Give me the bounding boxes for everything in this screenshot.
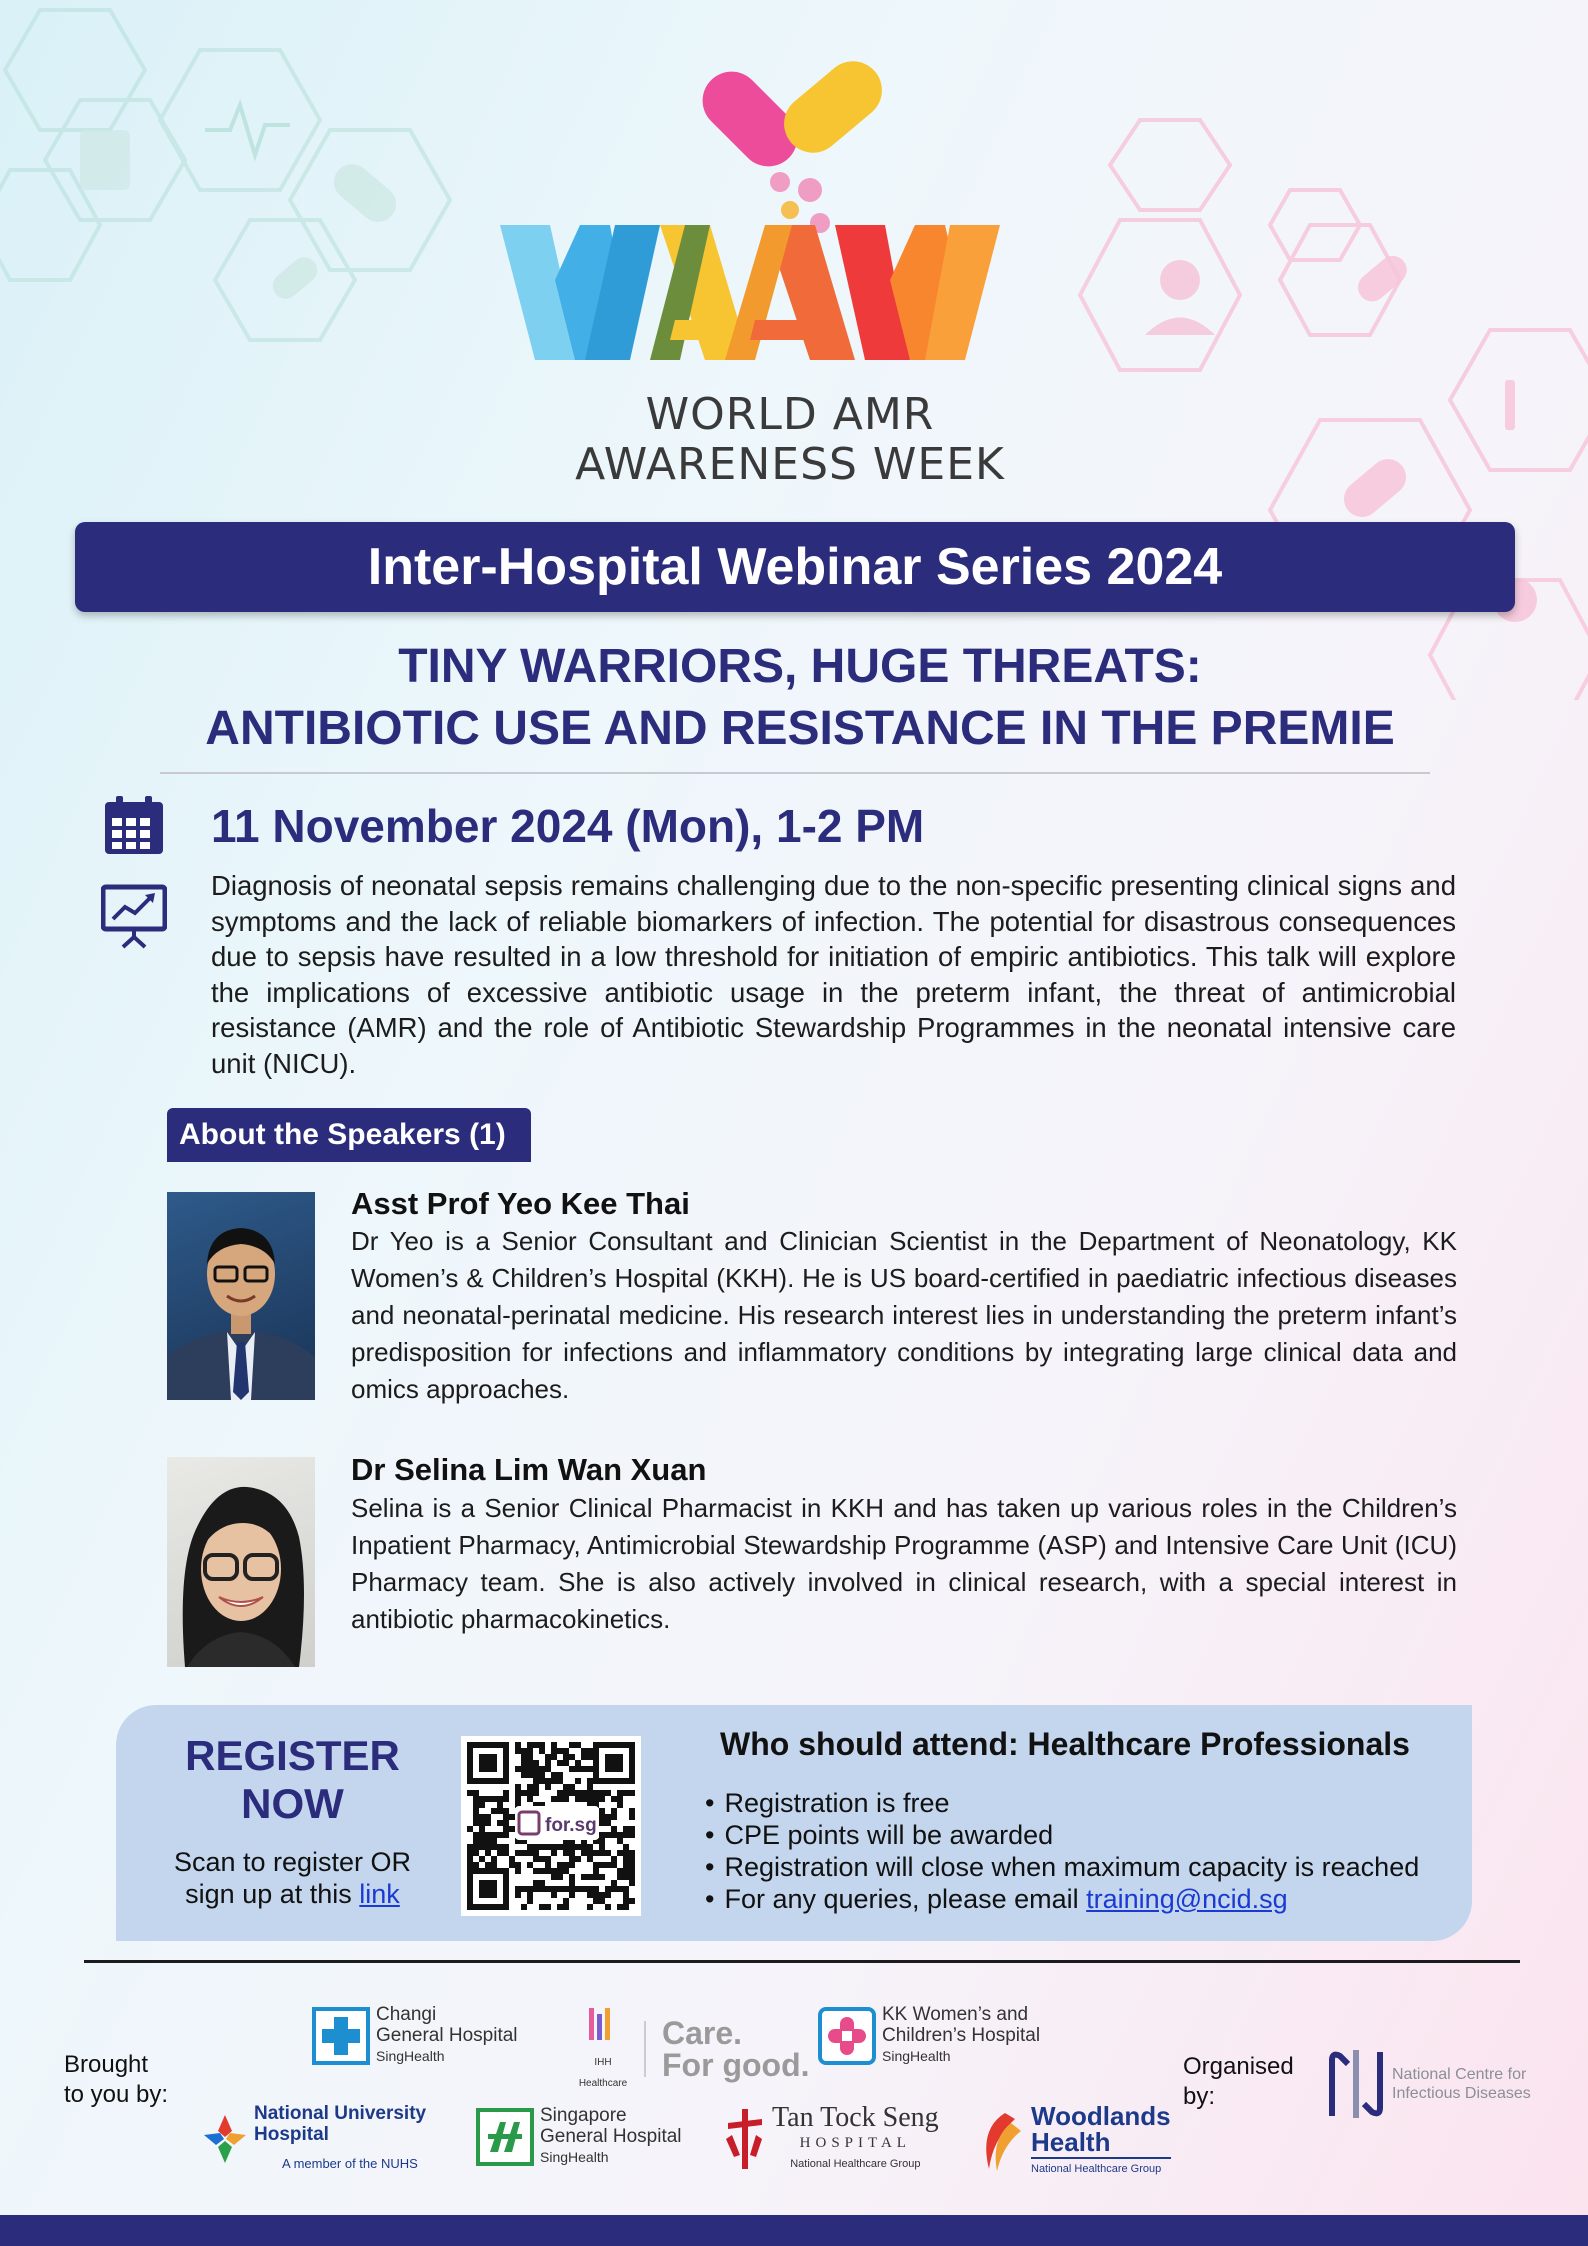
speaker-bio-2: Selina is a Senior Clinical Pharmacist in KKH and has taken up various roles in the Children’s Inpatient Pharmacy, Antimicrobial Stewardship Programme (ASP) and Intensive Care Unit (ICU) Pharmacy team. She is also actively involved in clinical research, with a special interest in antibiotic pharmacokinetics. [351,1493,1457,1634]
ttsh-text [772,2103,939,2175]
organised-line2: by: [1183,2083,1216,2110]
nuh-line3: A member of the NUHS [282,2156,418,2171]
qr-label: for.sg [545,1815,597,1836]
qr-code-graphic [461,1736,641,1916]
logo-tan-tock-seng-hospital [722,2103,939,2175]
kkh-icon [818,2007,876,2065]
speakers-heading: About the Speakers (1) [167,1108,531,1160]
speaker-bio-1: Dr Yeo is a Senior Consultant and Clinician Scientist in the Department of Neonatology, KK Women’s & Children’s Hospital (KKH). He is US board-certified in paediatric infectious diseases and neonatal-perinatal medicine. His research interest lies in understanding the preterm infant’s predisposition for infections and inflammatory conditions by integrating large clinical data and omics approaches. [351,1226,1457,1404]
care-line2: For good. [662,2047,810,2083]
event-date: 11 November 2024 (Mon), 1-2 PM [211,800,925,852]
logo-ihh-care-for-good [566,2004,810,2094]
organised-by-label [1183,2052,1313,2112]
speaker-photo-lim [167,1457,315,1667]
ihh-small-label: IHH Healthcare [578,2057,628,2089]
bullet-free [705,1787,1419,1819]
nuh-icon [202,2113,248,2165]
register-heading-line1: REGISTER [185,1732,400,1779]
ncid-line2: Infectious Diseases [1392,2085,1531,2102]
nuh-line2: Hospital [254,2124,329,2145]
woodlands-line3: National Healthcare Group [1031,2157,1171,2180]
logo-changi-general-hospital [312,2004,518,2067]
register-now-heading [150,1732,435,1828]
ihh-icon [583,2004,623,2044]
organised-line1: Organised [1183,2053,1294,2080]
speaker-name-2: Dr Selina Lim Wan Xuan [351,1452,707,1487]
speakers-heading-underline [167,1158,531,1162]
speaker-portrait-2 [167,1457,315,1667]
waaw-logo-graphic [480,60,1100,390]
ncid-icon [1326,2046,1386,2122]
footer-bar [0,2215,1588,2246]
sgh-line3: SingHealth [540,2149,609,2165]
ihh-divider [644,2021,646,2077]
kkh-line3: SingHealth [882,2048,951,2064]
ttsh-line1: Tan Tock Seng [772,2102,939,2133]
logo-kk-womens-childrens-hospital [818,2004,1040,2067]
care-line1: Care. [662,2015,743,2051]
talk-title-line2: ANTIBIOTIC USE AND RESISTANCE IN THE PREMIE [205,702,1395,755]
ttsh-line3: National Healthcare Group [790,2158,921,2170]
logo-ncid [1326,2046,1531,2122]
ncid-line1: National Centre for [1392,2066,1527,2083]
brought-to-you-by-label [64,2050,204,2110]
sgh-icon [476,2108,534,2166]
contact-email-link[interactable]: training@ncid.sg [1086,1884,1288,1914]
brought-line1: Brought [64,2051,149,2078]
register-link[interactable]: link [359,1879,400,1909]
woodlands-text [1031,2103,1171,2180]
sgh-line2: General Hospital [540,2126,682,2147]
ttsh-icon [722,2105,766,2173]
registration-bullets [705,1787,1419,1915]
logo-subtitle-line1: WORLD AMR [645,389,935,440]
register-instructions-line2 [150,1878,435,1910]
bullet-text: Registration will close when maximum capacity is reached [724,1852,1420,1882]
talk-abstract: Diagnosis of neonatal sepsis remains challenging due to the non-specific presenting clinical signs and symptoms and the lack of reliable biomarkers of infection. The potential for disastrous consequences due to sepsis have resulted in a low threshold for initiation of empiric antibiotics. This talk will explore the implications of excessive antibiotic usage in the preterm infant, the threat of antimicrobial resistance (AMR) and the role of Antibiotic Stewardship Programmes in the neonatal intensive care unit (NICU). [211,870,1456,1079]
ttsh-line2: HOSPITAL [799,2135,911,2151]
kkh-line2: Children’s Hospital [882,2025,1041,2046]
bullet-text: Registration is free [724,1788,950,1818]
care-for-good-text [662,2017,810,2081]
bullet-cpe [705,1819,1419,1851]
brought-line2: to you by: [64,2081,169,2108]
speaker-photo-yeo [167,1192,315,1400]
calendar-icon [103,794,165,856]
footer-divider [84,1960,1520,1963]
register-heading-line2: NOW [241,1780,344,1827]
sgh-text [540,2105,682,2168]
logo-singapore-general-hospital [476,2105,682,2168]
changi-text [376,2004,518,2067]
changi-line1: Changi [376,2004,437,2025]
registration-qr-code[interactable] [461,1736,641,1916]
register-instructions-line1: Scan to register OR [173,1847,412,1877]
ihh-mark [572,2004,634,2094]
presentation-icon [101,883,167,949]
webinar-series-banner: Inter-Hospital Webinar Series 2024 [75,522,1515,612]
nuh-line1: National University [254,2103,427,2124]
woodlands-icon [975,2109,1025,2175]
changi-hospital-icon [312,2007,370,2065]
speaker-name-1: Asst Prof Yeo Kee Thai [351,1186,690,1221]
sgh-line1: Singapore [540,2105,627,2126]
bullet-capacity [705,1851,1419,1883]
bullet-text: CPE points will be awarded [724,1820,1054,1850]
waaw-logo [480,60,1100,490]
audience-heading: Who should attend: Healthcare Professionals [720,1726,1410,1762]
changi-line2: General Hospital [376,2025,518,2046]
speaker-portrait-1 [167,1192,315,1400]
talk-title [60,636,1540,760]
changi-line3: SingHealth [376,2048,445,2064]
register-instructions [150,1846,435,1910]
logo-woodlands-health [975,2103,1171,2180]
logo-national-university-hospital [202,2103,426,2174]
nuh-text [254,2103,426,2174]
kkh-text [882,2004,1040,2067]
woodlands-line1: Woodlands [1031,2101,1171,2131]
logo-subtitle-line2: AWARENESS WEEK [575,439,1005,490]
register-instructions-text: sign up at this [185,1879,352,1909]
woodlands-line2: Health [1031,2127,1111,2157]
talk-title-line1: TINY WARRIORS, HUGE THREATS: [398,640,1202,693]
ncid-text [1392,2065,1531,2103]
title-divider [160,772,1430,774]
bullet-text: For any queries, please email [724,1884,1079,1914]
kkh-line1: KK Women’s and [882,2004,1029,2025]
bullet-queries [705,1883,1419,1915]
